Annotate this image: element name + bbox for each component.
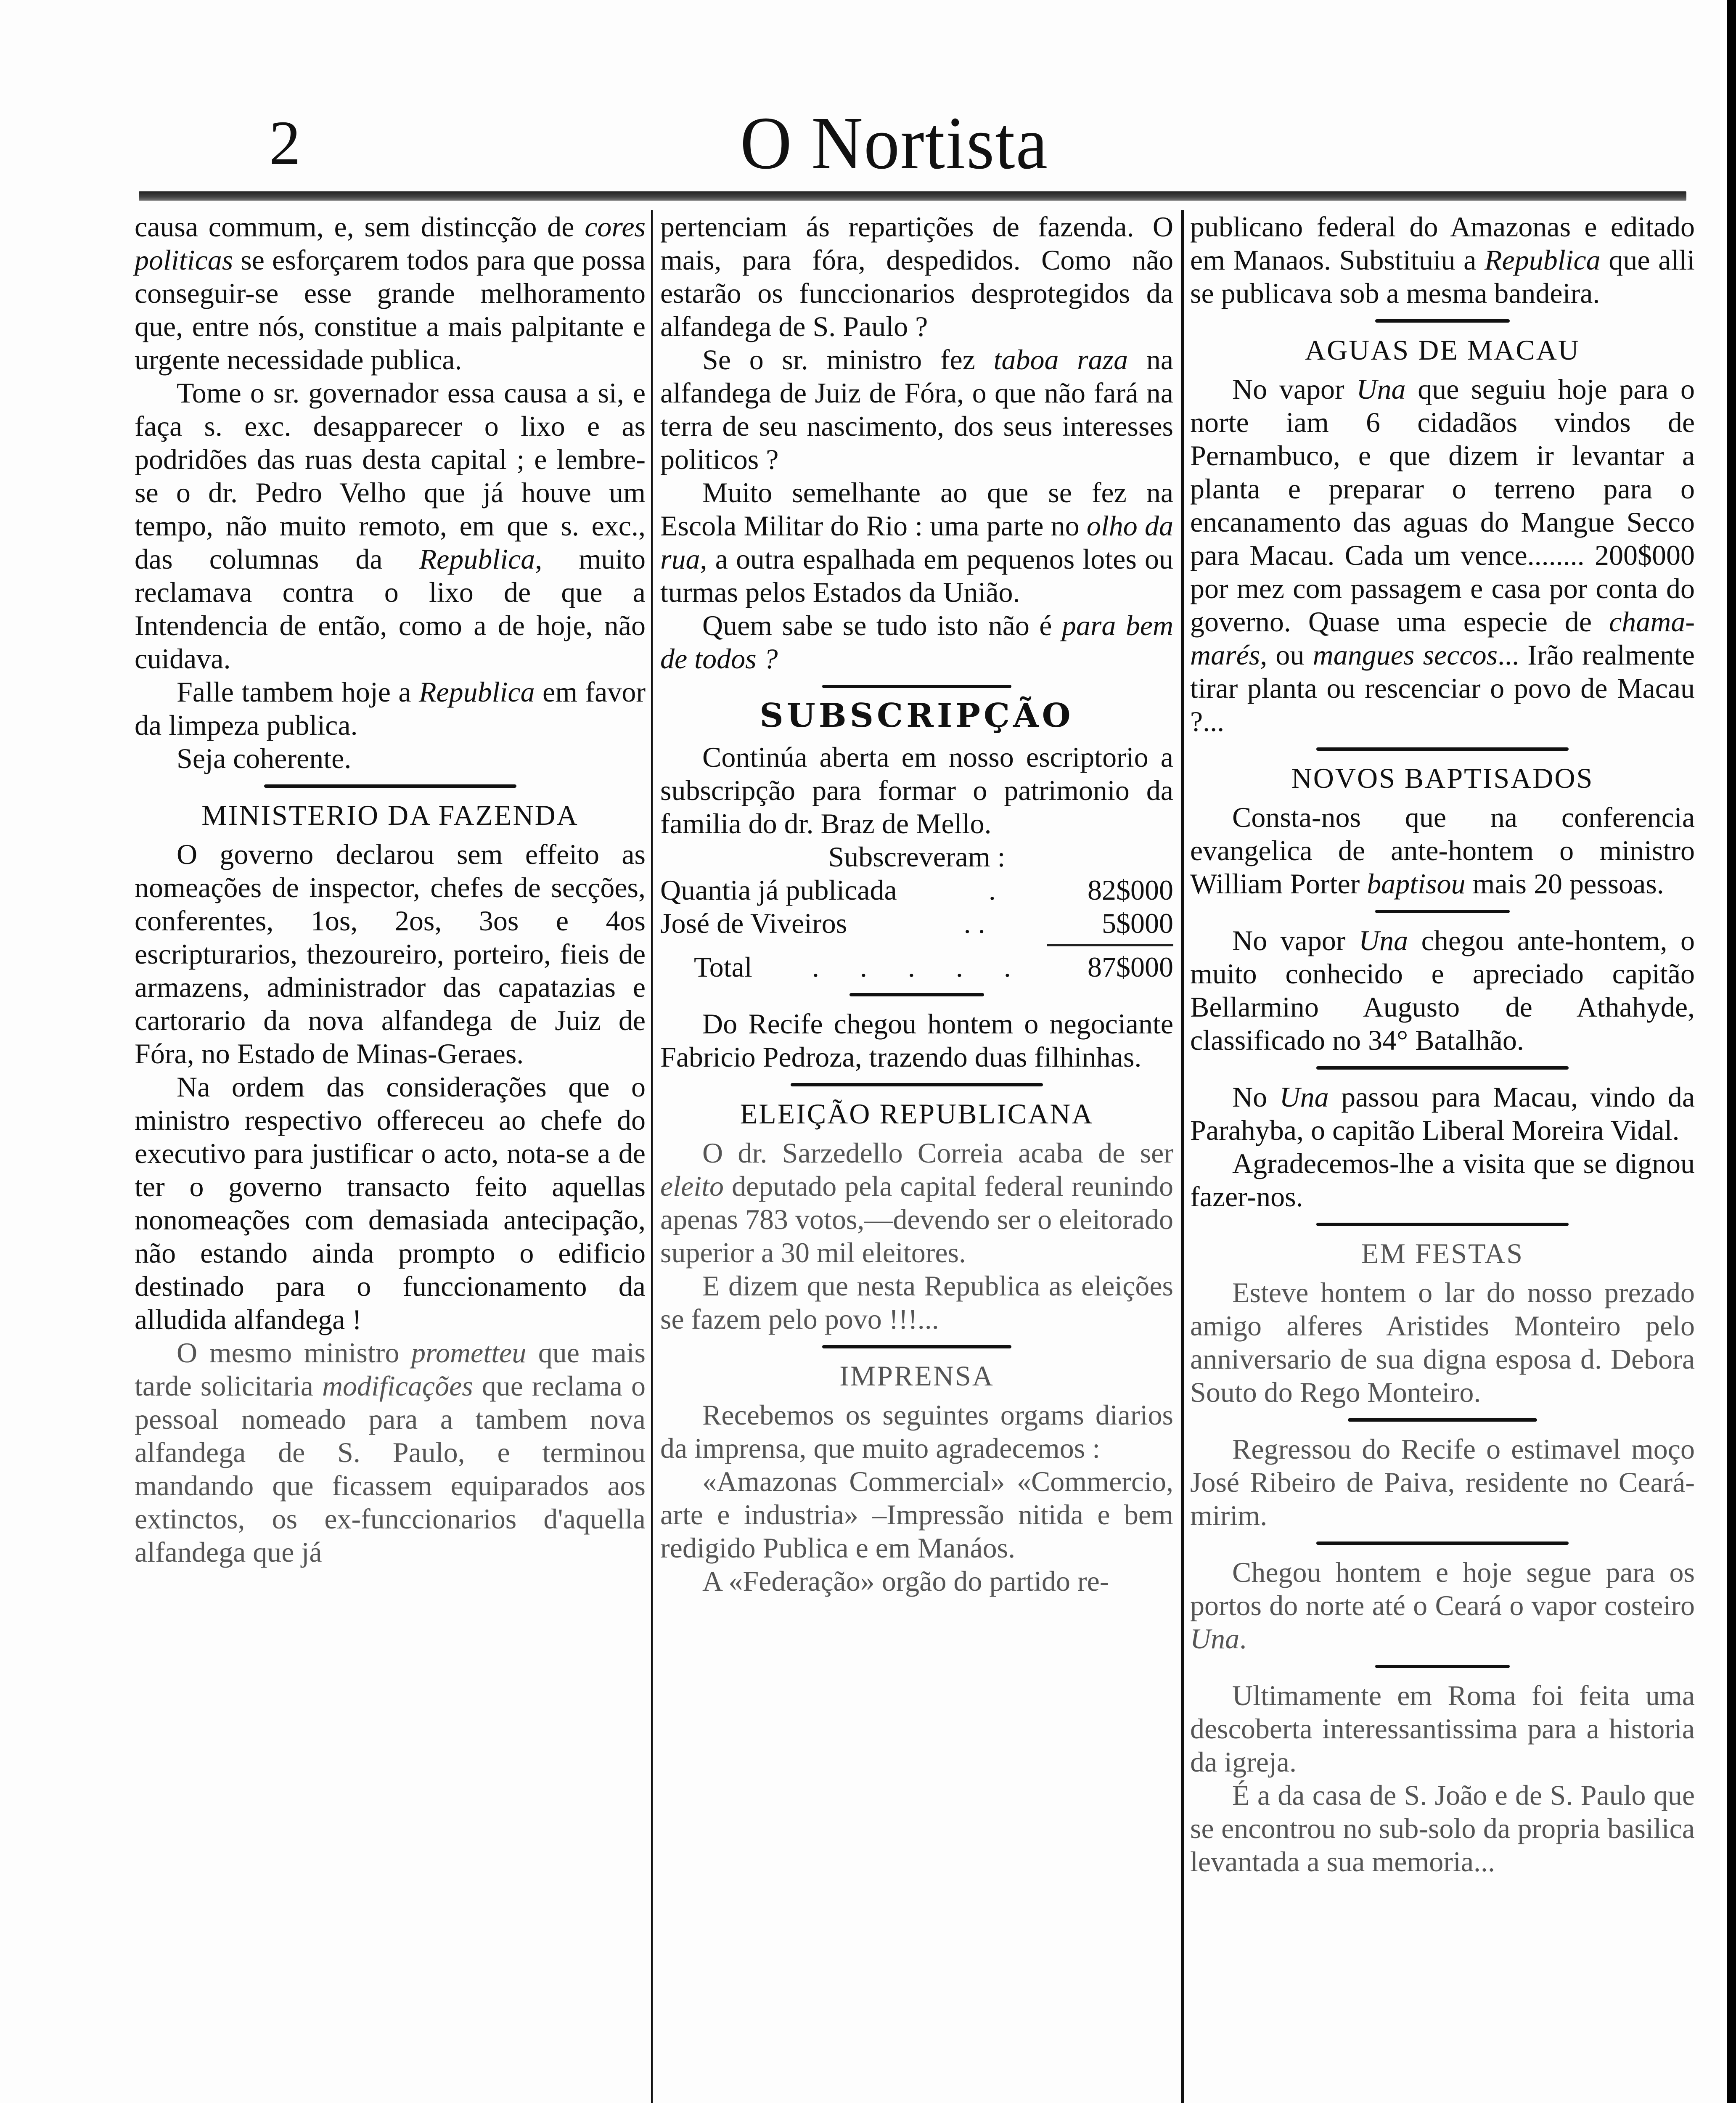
ornament-divider [1316,1541,1569,1545]
ornament-divider [849,993,984,996]
column-divider [651,210,653,2103]
amount: 82$000 [1087,874,1173,906]
ornament-divider [1375,319,1510,323]
subheading: Subscreveram : [828,841,1006,873]
section-heading: MINISTERIO DA FAZENDA [201,799,579,831]
leader-dots: . [988,874,996,906]
paragraph: No vapor Una chegou ante-hontem, o muito conhecido e apreciado capitão Bellarmino Augusto de Athahyde, classificado no 34° Batalhão. [1190,924,1695,1056]
subscription-row [660,874,1173,907]
paragraph: E dizem que nesta Republica as eleições se fazem pelo povo !!!... [660,1270,1173,1335]
total-label: Total [694,951,752,983]
section-heading: EM FESTAS [1361,1237,1524,1269]
paragraph: publicano federal do Amazonas e editado em Manaos. Substituiu a Republica que alli se publicava sob a mesma bandeira. [1190,211,1695,309]
paragraph: Na ordem das considerações que o ministro respectivo offereceu ao chefe do executivo para justificar o acto, nota-se a de ter o governo transacto feito aquellas nonomeações com demasiada antecipação, não estando ainda prompto o edificio destinado para o funccionamento da alludida alfandega ! [135,1071,646,1335]
page-edge-shadow [1727,0,1736,2103]
paragraph: Chegou hontem e hoje segue para os portos do norte até o Ceará o vapor costeiro Una. [1190,1556,1695,1655]
paragraph: O dr. Sarzedello Correia acaba de ser eleito deputado pela capital federal reunindo apenas 783 votos,—devendo ser o eleitorado superior a 30 mil eleitores. [660,1137,1173,1269]
column-3 [1190,210,1695,1878]
paragraph: Agradecemos-lhe a visita que se dignou fazer-nos. [1190,1147,1695,1213]
leader-dots: . . . . . [812,951,1028,983]
newspaper-title: O Nortista [740,101,1048,185]
ornament-divider [822,1345,1011,1348]
paragraph: O governo declarou sem effeito as nomeações de inspector, chefes de secções, conferentes, 1os, 2os, 3os e 4os escripturarios, thezoureiro, porteiro, fieis de armazens, administrador das capatazias e cartorario da nova alfandega de Juiz de Fóra, no Estado de Minas-Geraes. [135,838,646,1070]
paragraph: Se o sr. ministro fez taboa raza na alfandega de Juiz de Fóra, o que não fará na terra de seu nascimento, dos seus interesses politicos ? [660,344,1173,475]
section-heading: AGUAS DE MACAU [1305,334,1580,366]
section-divider [822,685,1011,688]
total-amount: 87$000 [1087,951,1173,983]
leader-dots: . . [963,907,985,939]
paragraph: Muito semelhante ao que se fez na Escola Militar do Rio : uma parte no olho da rua, a outra espalhada em pequenos lotes ou turmas pelos Estados da União. [660,477,1173,608]
column-2 [660,210,1173,1598]
paragraph: Seja coherente. [177,742,352,774]
amount: 5$000 [1101,907,1173,939]
total-rule [1047,944,1173,946]
paragraph: Tome o sr. governador essa causa a si, e faça s. exc. desapparecer o lixo e as podridões das ruas desta capital ; e lembre-se o dr. Pedro Velho que já houve um tempo, não muito remoto, em que s. exc., das columnas da Republica, muito reclamava contra o lixo de que a Intendencia de então, como a de hoje, não cuidava. [135,377,646,675]
paragraph: Consta-nos que na conferencia evangelica de ante-hontem o ministro William Porter baptisou mais 20 pessoas. [1190,801,1695,900]
paragraph: A «Federação» orgão do partido re- [702,1565,1109,1597]
section-heading: ELEIÇÃO REPUBLICANA [740,1098,1094,1130]
section-divider [1316,747,1569,751]
paragraph: «Amazonas Commercial» «Commercio, arte e industria» –Impressão nitida e bem redigido Publica e em Manáos. [660,1465,1173,1564]
column-divider [1181,210,1184,2103]
paragraph: Ultimamente em Roma foi feita uma descoberta interessantissima para a historia da igreja. [1190,1679,1695,1778]
paragraph: Regressou do Recife o estimavel moço José Ribeiro de Paiva, residente no Ceará-mirim. [1190,1433,1695,1531]
paragraph: É a da casa de S. João e de S. Paulo que se encontrou no sub-solo da propria basilica levantada a sua memoria... [1190,1779,1695,1878]
ornament-divider [1375,910,1510,913]
paragraph: Continúa aberta em nosso escriptorio a subscripção para formar o patrimonio da familia do dr. Braz de Mello. [660,741,1173,840]
section-heading: NOVOS BAPTISADOS [1291,762,1594,794]
section-divider [791,1083,1043,1086]
subscriber-name: José de Viveiros [660,907,847,939]
paragraph: Do Recife chegou hontem o negociante Fabricio Pedroza, trazendo duas filhinhas. [660,1008,1173,1073]
page-number: 2 [269,108,301,178]
section-divider [1348,1418,1537,1422]
paragraph: Recebemos os seguintes orgams diarios da imprensa, que muito agradecemos : [660,1399,1173,1464]
section-divider [264,784,516,788]
paragraph: O mesmo ministro prometteu que mais tarde solicitaria modificações que reclama o pessoal nomeado para a tambem nova alfandega de S. Paulo, e terminou mandando que ficassem equiparados aos extinctos, os ex-funccionarios d'aquella alfandega que já [135,1337,646,1568]
section-divider [1316,1066,1569,1070]
paragraph: causa commum, e, sem distincção de cores politicas se esforçarem todos para que possa conseguir-se esse grande melhoramento que, entre nós, constitue a mais palpitante e urgente necessidade publica. [135,211,646,376]
paragraph: pertenciam ás repartições de fazenda. O mais, para fóra, despedidos. Como não estarão os funccionarios desprotegidos da alfandega de S. Paulo ? [660,211,1173,342]
section-divider [1316,1223,1569,1226]
subscriber-name: Quantia já publicada [660,874,897,906]
paragraph: No vapor Una que seguiu hoje para o norte iam 6 cidadãos vindos de Pernambuco, e que dizem ir levantar a planta e preparar o terreno para o encanamento das aguas do Mangue Secco para Macau. Cada um vence........ 200$000 por mez com passagem e casa por conta do governo. Quase uma especie de chama-marés, ou mangues seccos... Irão realmente tirar planta ou rescenciar o povo de Macau ?... [1190,373,1695,737]
paragraph: Falle tambem hoje a Republica em favor da limpeza publica. [135,676,646,741]
ornament-divider [1375,1665,1510,1668]
column-1 [135,210,646,1569]
section-heading: IMPRENSA [839,1360,994,1392]
paragraph: Quem sabe se tudo isto não é para bem de todos ? [660,609,1173,675]
masthead-rule [139,191,1686,201]
subscription-row [660,907,1173,940]
paragraph: Esteve hontem o lar do nosso prezado amigo alferes Aristides Monteiro pelo anniversario de sua digna esposa d. Debora Souto do Rego Monteiro. [1190,1277,1695,1408]
section-heading: SUBSCRIPÇÃO [760,697,1074,735]
paragraph: No Una passou para Macau, vindo da Parahyba, o capitão Liberal Moreira Vidal. [1190,1081,1695,1146]
subscription-total-row [660,951,1173,984]
